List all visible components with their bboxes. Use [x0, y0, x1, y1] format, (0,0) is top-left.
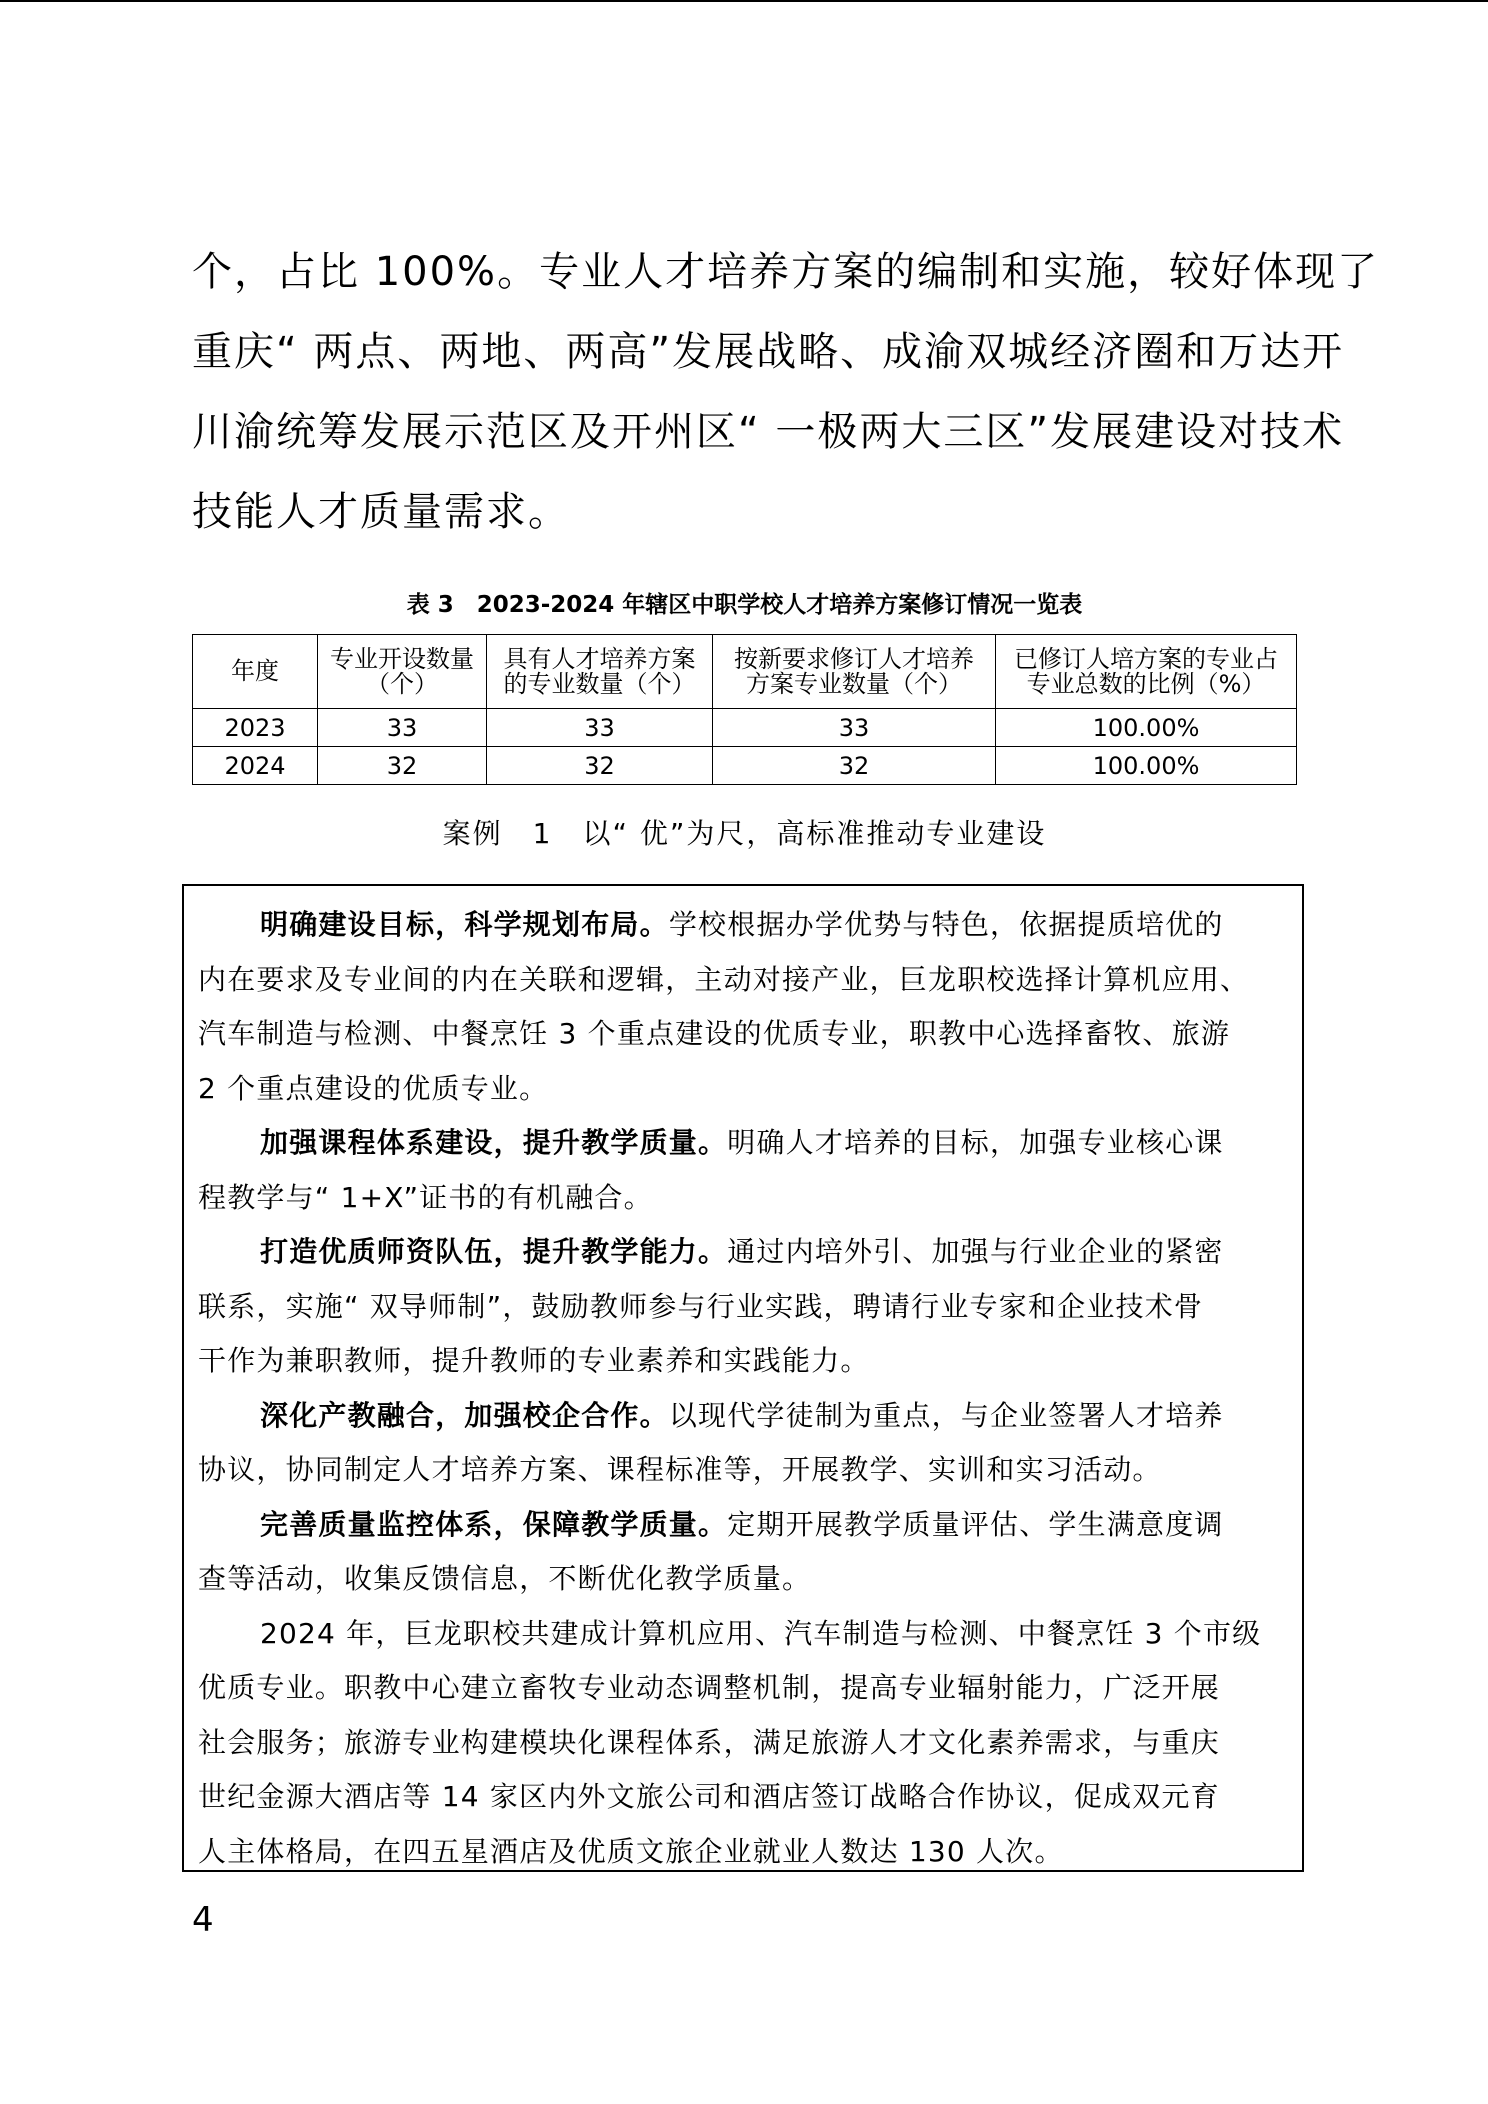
case-paragraph [198, 1225, 1288, 1389]
case-title: 案例 1 以“ 优”为尺，高标准推动专业建设 [442, 817, 1047, 850]
table-cell-year: 2023 [193, 709, 318, 747]
paragraph-line: 联系，实施“ 双导师制”，鼓励教师参与行业实践，聘请行业专家和企业技术骨 [198, 1289, 1204, 1323]
header-text: （个） [366, 669, 438, 698]
case-paragraph [198, 1389, 1288, 1498]
header-text: 已修订人培方案的专业占 [1014, 644, 1278, 673]
case-paragraph [198, 898, 1288, 1116]
paragraph-line: 2024 年，巨龙职校共建成计算机应用、汽车制造与检测、中餐烹饪 3 个市级 [260, 1616, 1262, 1650]
paragraph-line: 干作为兼职教师，提升教师的专业素养和实践能力。 [198, 1344, 870, 1377]
paragraph-line: 2 个重点建设的优质专业。 [198, 1071, 549, 1105]
table-cell: 33 [713, 709, 996, 747]
header-text: 年度 [231, 657, 279, 685]
paragraph-line [198, 1498, 1288, 1553]
column-header-revised-plans [713, 635, 996, 709]
lead-line: 技能人才质量需求。 [192, 489, 570, 535]
header-text: 专业总数的比例（%） [1026, 669, 1266, 698]
paragraph-line: 内在要求及专业间的内在关联和逻辑，主动对接产业，巨龙职校选择计算机应用、 [198, 962, 1250, 996]
case-paragraph [198, 1116, 1288, 1225]
paragraph-line [198, 1116, 1288, 1171]
paragraph-text: 定期开展教学质量评估、学生满意度调 [727, 1507, 1224, 1541]
table-cell-year: 2024 [193, 747, 318, 785]
paragraph-heading: 完善质量监控体系，保障教学质量。 [260, 1507, 728, 1541]
paragraph-text: 以现代学徒制为重点，与企业签署人才培养 [668, 1398, 1224, 1432]
table-cell: 32 [713, 747, 996, 785]
column-header-year [193, 635, 318, 709]
column-header-revised-ratio [996, 635, 1297, 709]
paragraph-text: 通过内培外引、加强与行业企业的紧密 [727, 1235, 1224, 1268]
lead-line: 个，占比 100%。专业人才培养方案的编制和实施，较好体现了 [192, 249, 1380, 295]
paragraph-heading: 打造优质师资队伍，提升教学能力。 [260, 1235, 728, 1268]
paragraph-line: 查等活动，收集反馈信息，不断优化教学质量。 [198, 1562, 812, 1595]
lead-paragraph [192, 232, 1380, 552]
paragraph-heading: 深化产教融合，加强校企合作。 [260, 1398, 669, 1432]
paragraph-line: 程教学与“ 1+X”证书的有机融合。 [198, 1180, 653, 1214]
paragraph-line: 世纪金源大酒店等 14 家区内外文旅公司和酒店签订战略合作协议，促成双元育 [198, 1780, 1220, 1813]
table-row [193, 709, 1297, 747]
column-header-majors-offered [318, 635, 487, 709]
paragraph-line: 人主体格局，在四五星酒店及优质文旅企业就业人数达 130 人次。 [198, 1834, 1064, 1868]
header-text: 按新要求修订人才培养 [734, 644, 974, 673]
header-text: 方案专业数量（个） [746, 669, 962, 698]
paragraph-line: 协议，协同制定人才培养方案、课程标准等，开展教学、实训和实习活动。 [198, 1453, 1162, 1486]
table-header-row [193, 635, 1297, 709]
table-cell: 100.00% [996, 709, 1297, 747]
paragraph-line [198, 1225, 1288, 1280]
top-border-rule [0, 0, 1488, 2]
paragraph-line [198, 898, 1288, 953]
paragraph-line: 社会服务；旅游专业构建模块化课程体系，满足旅游人才文化素养需求，与重庆 [198, 1725, 1221, 1759]
case-study-box [182, 884, 1304, 1872]
table-row [193, 747, 1297, 785]
table-caption: 表 3 2023-2024 年辖区中职学校人才培养方案修订情况一览表 [406, 592, 1083, 618]
paragraph-line: 汽车制造与检测、中餐烹饪 3 个重点建设的优质专业，职教中心选择畜牧、旅游 [198, 1017, 1231, 1050]
table-cell: 32 [318, 747, 487, 785]
case-paragraph [198, 1607, 1288, 1880]
table-cell: 100.00% [996, 747, 1297, 785]
page-number: 4 [192, 1900, 214, 1940]
revision-table [192, 634, 1297, 785]
paragraph-heading: 明确建设目标，科学规划布局。 [260, 908, 669, 941]
header-text: 具有人才培养方案 [503, 644, 696, 673]
paragraph-line: 优质专业。职教中心建立畜牧专业动态调整机制，提高专业辐射能力，广泛开展 [198, 1671, 1221, 1704]
case-paragraph [198, 1498, 1288, 1607]
header-text: 专业开设数量 [330, 644, 474, 673]
table-cell: 32 [487, 747, 713, 785]
paragraph-heading: 加强课程体系建设，提升教学质量。 [260, 1126, 728, 1159]
table-cell: 33 [318, 709, 487, 747]
lead-line: 川渝统筹发展示范区及开州区“ 一极两大三区”发展建设对技术 [192, 409, 1345, 455]
paragraph-line [198, 1389, 1288, 1444]
header-text: 的专业数量（个） [503, 669, 696, 698]
table-cell: 33 [487, 709, 713, 747]
paragraph-text: 明确人才培养的目标，加强专业核心课 [727, 1126, 1224, 1159]
paragraph-text: 学校根据办学优势与特色，依据提质培优的 [668, 908, 1224, 941]
lead-line: 重庆“ 两点、两地、两高”发展战略、成渝双城经济圈和万达开 [192, 329, 1345, 375]
column-header-majors-with-plan [487, 635, 713, 709]
